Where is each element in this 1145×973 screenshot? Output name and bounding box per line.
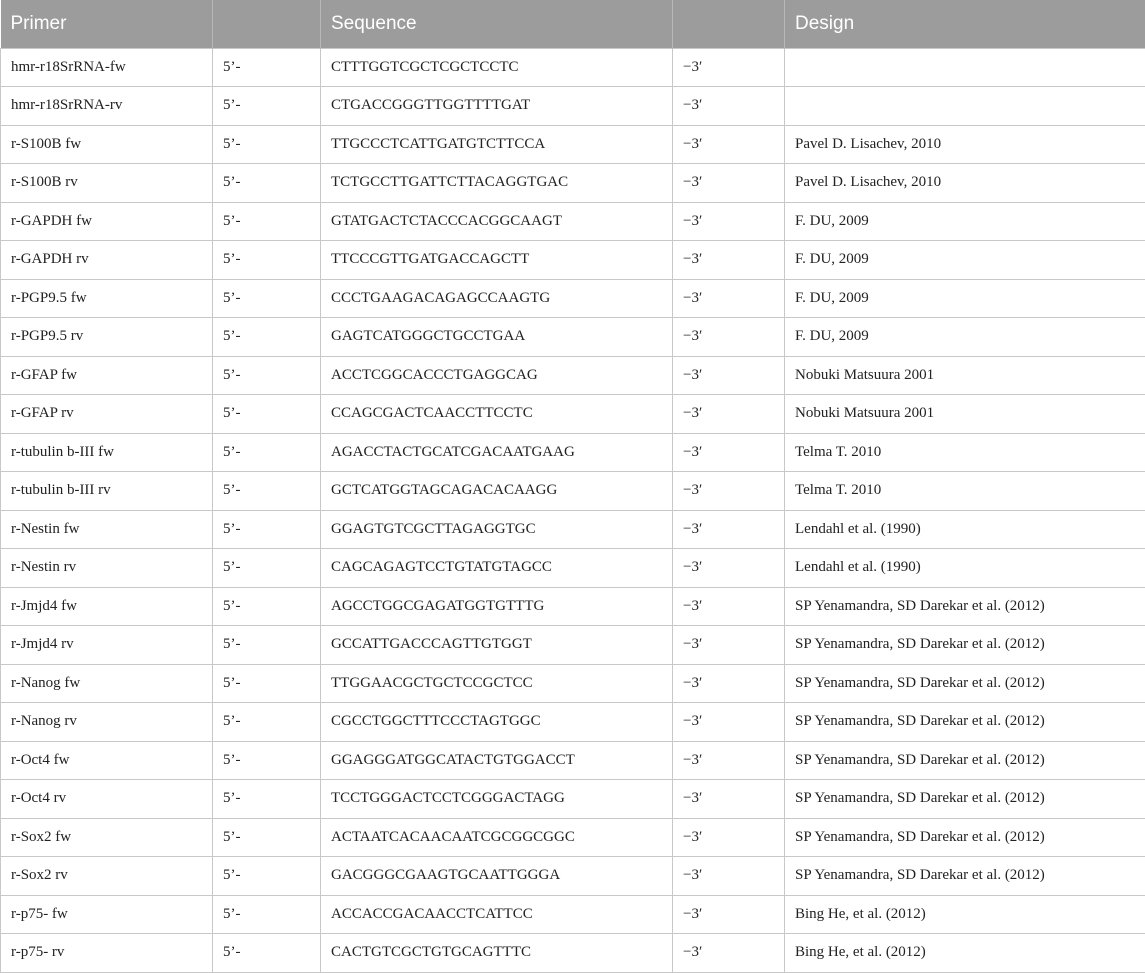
- five-prime-cell: 5’-: [213, 318, 321, 357]
- sequence-cell: GACGGGCGAAGTGCAATTGGGA: [321, 857, 673, 896]
- five-prime-cell: 5’-: [213, 934, 321, 973]
- table-row: [1, 857, 1145, 896]
- design-cell: Lendahl et al. (1990): [785, 549, 1145, 588]
- three-prime-cell: −3′: [673, 626, 785, 665]
- three-prime-cell: −3′: [673, 202, 785, 241]
- sequence-cell: ACCACCGACAACCTCATTCC: [321, 895, 673, 934]
- five-prime-cell: 5’-: [213, 626, 321, 665]
- sequence-cell: CGCCTGGCTTTCCCTAGTGGC: [321, 703, 673, 742]
- design-cell: Pavel D. Lisachev, 2010: [785, 125, 1145, 164]
- three-prime-cell: −3′: [673, 164, 785, 203]
- primer-cell: r-Oct4 rv: [1, 780, 213, 819]
- primer-cell: r-p75- fw: [1, 895, 213, 934]
- three-prime-cell: −3′: [673, 395, 785, 434]
- primer-cell: r-Nanog fw: [1, 664, 213, 703]
- primer-cell: hmr-r18SrRNA-fw: [1, 48, 213, 87]
- five-prime-cell: 5’-: [213, 741, 321, 780]
- table-row: [1, 626, 1145, 665]
- header-primer: Primer: [1, 0, 213, 48]
- five-prime-cell: 5’-: [213, 857, 321, 896]
- design-cell: Pavel D. Lisachev, 2010: [785, 164, 1145, 203]
- primer-cell: r-S100B rv: [1, 164, 213, 203]
- table-body: [1, 48, 1145, 972]
- table-row: [1, 549, 1145, 588]
- three-prime-cell: −3′: [673, 780, 785, 819]
- three-prime-cell: −3′: [673, 472, 785, 511]
- header-design: Design: [785, 0, 1145, 48]
- three-prime-cell: −3′: [673, 818, 785, 857]
- table-row: [1, 279, 1145, 318]
- design-cell: Lendahl et al. (1990): [785, 510, 1145, 549]
- primer-cell: r-PGP9.5 rv: [1, 318, 213, 357]
- primer-cell: r-PGP9.5 fw: [1, 279, 213, 318]
- table-row: [1, 433, 1145, 472]
- primer-cell: r-tubulin b-III rv: [1, 472, 213, 511]
- design-cell: SP Yenamandra, SD Darekar et al. (2012): [785, 741, 1145, 780]
- design-cell: SP Yenamandra, SD Darekar et al. (2012): [785, 703, 1145, 742]
- five-prime-cell: 5’-: [213, 87, 321, 126]
- primer-cell: r-Oct4 fw: [1, 741, 213, 780]
- design-cell: SP Yenamandra, SD Darekar et al. (2012): [785, 626, 1145, 665]
- sequence-cell: GAGTCATGGGCTGCCTGAA: [321, 318, 673, 357]
- design-cell: F. DU, 2009: [785, 202, 1145, 241]
- primer-cell: r-GFAP rv: [1, 395, 213, 434]
- five-prime-cell: 5’-: [213, 279, 321, 318]
- five-prime-cell: 5’-: [213, 164, 321, 203]
- five-prime-cell: 5’-: [213, 395, 321, 434]
- sequence-cell: ACTAATCACAACAATCGCGGCGGC: [321, 818, 673, 857]
- sequence-cell: CAGCAGAGTCCTGTATGTAGCC: [321, 549, 673, 588]
- primer-cell: r-GFAP fw: [1, 356, 213, 395]
- table-row: [1, 587, 1145, 626]
- primer-cell: r-S100B fw: [1, 125, 213, 164]
- header-prime-3: [673, 0, 785, 48]
- table-row: [1, 87, 1145, 126]
- sequence-cell: TCTGCCTTGATTCTTACAGGTGAC: [321, 164, 673, 203]
- table-row: [1, 202, 1145, 241]
- table-row: [1, 703, 1145, 742]
- three-prime-cell: −3′: [673, 510, 785, 549]
- three-prime-cell: −3′: [673, 549, 785, 588]
- five-prime-cell: 5’-: [213, 202, 321, 241]
- sequence-cell: TCCTGGGACTCCTCGGGACTAGG: [321, 780, 673, 819]
- design-cell: Nobuki Matsuura 2001: [785, 395, 1145, 434]
- table-row: [1, 164, 1145, 203]
- sequence-cell: CTGACCGGGTTGGTTTTGAT: [321, 87, 673, 126]
- three-prime-cell: −3′: [673, 241, 785, 280]
- sequence-cell: GCTCATGGTAGCAGACACAAGG: [321, 472, 673, 511]
- header-row: [1, 0, 1145, 48]
- design-cell: Telma T. 2010: [785, 472, 1145, 511]
- design-cell: SP Yenamandra, SD Darekar et al. (2012): [785, 780, 1145, 819]
- table-row: [1, 318, 1145, 357]
- design-cell: Nobuki Matsuura 2001: [785, 356, 1145, 395]
- table-row: [1, 125, 1145, 164]
- three-prime-cell: −3′: [673, 318, 785, 357]
- primer-cell: r-Jmjd4 rv: [1, 626, 213, 665]
- sequence-cell: GCCATTGACCCAGTTGTGGT: [321, 626, 673, 665]
- primer-cell: r-GAPDH fw: [1, 202, 213, 241]
- three-prime-cell: −3′: [673, 895, 785, 934]
- table-row: [1, 741, 1145, 780]
- sequence-cell: AGACCTACTGCATCGACAATGAAG: [321, 433, 673, 472]
- five-prime-cell: 5’-: [213, 549, 321, 588]
- sequence-cell: CCCTGAAGACAGAGCCAAGTG: [321, 279, 673, 318]
- table-row: [1, 934, 1145, 973]
- primer-cell: r-GAPDH rv: [1, 241, 213, 280]
- primer-cell: r-Nestin fw: [1, 510, 213, 549]
- five-prime-cell: 5’-: [213, 125, 321, 164]
- design-cell: Bing He, et al. (2012): [785, 934, 1145, 973]
- three-prime-cell: −3′: [673, 587, 785, 626]
- five-prime-cell: 5’-: [213, 510, 321, 549]
- three-prime-cell: −3′: [673, 87, 785, 126]
- primer-cell: hmr-r18SrRNA-rv: [1, 87, 213, 126]
- primer-cell: r-Nanog rv: [1, 703, 213, 742]
- table-row: [1, 395, 1145, 434]
- table-row: [1, 48, 1145, 87]
- sequence-cell: CTTTGGTCGCTCGCTCCTC: [321, 48, 673, 87]
- five-prime-cell: 5’-: [213, 895, 321, 934]
- five-prime-cell: 5’-: [213, 241, 321, 280]
- sequence-cell: ACCTCGGCACCCTGAGGCAG: [321, 356, 673, 395]
- header-prime-5: [213, 0, 321, 48]
- sequence-cell: CCAGCGACTCAACCTTCCTC: [321, 395, 673, 434]
- sequence-cell: CACTGTCGCTGTGCAGTTTC: [321, 934, 673, 973]
- three-prime-cell: −3′: [673, 125, 785, 164]
- table-row: [1, 780, 1145, 819]
- table-row: [1, 818, 1145, 857]
- design-cell: SP Yenamandra, SD Darekar et al. (2012): [785, 818, 1145, 857]
- five-prime-cell: 5’-: [213, 587, 321, 626]
- table-row: [1, 472, 1145, 511]
- primer-cell: r-tubulin b-III fw: [1, 433, 213, 472]
- sequence-cell: AGCCTGGCGAGATGGTGTTTG: [321, 587, 673, 626]
- primer-cell: r-p75- rv: [1, 934, 213, 973]
- three-prime-cell: −3′: [673, 703, 785, 742]
- table-row: [1, 356, 1145, 395]
- table-header: [1, 0, 1145, 48]
- three-prime-cell: −3′: [673, 356, 785, 395]
- five-prime-cell: 5’-: [213, 780, 321, 819]
- design-cell: [785, 48, 1145, 87]
- design-cell: F. DU, 2009: [785, 279, 1145, 318]
- five-prime-cell: 5’-: [213, 433, 321, 472]
- five-prime-cell: 5’-: [213, 356, 321, 395]
- sequence-cell: TTCCCGTTGATGACCAGCTT: [321, 241, 673, 280]
- table-row: [1, 895, 1145, 934]
- sequence-cell: TTGGAACGCTGCTCCGCTCC: [321, 664, 673, 703]
- primer-cell: r-Sox2 fw: [1, 818, 213, 857]
- sequence-cell: GGAGGGATGGCATACTGTGGACCT: [321, 741, 673, 780]
- design-cell: Bing He, et al. (2012): [785, 895, 1145, 934]
- header-sequence: Sequence: [321, 0, 673, 48]
- three-prime-cell: −3′: [673, 934, 785, 973]
- three-prime-cell: −3′: [673, 48, 785, 87]
- five-prime-cell: 5’-: [213, 664, 321, 703]
- design-cell: [785, 87, 1145, 126]
- five-prime-cell: 5’-: [213, 818, 321, 857]
- sequence-cell: TTGCCCTCATTGATGTCTTCCA: [321, 125, 673, 164]
- sequence-cell: GTATGACTCTACCCACGGCAAGT: [321, 202, 673, 241]
- sequence-cell: GGAGTGTCGCTTAGAGGTGC: [321, 510, 673, 549]
- table-row: [1, 664, 1145, 703]
- table-row: [1, 510, 1145, 549]
- design-cell: F. DU, 2009: [785, 318, 1145, 357]
- five-prime-cell: 5’-: [213, 472, 321, 511]
- five-prime-cell: 5’-: [213, 48, 321, 87]
- design-cell: SP Yenamandra, SD Darekar et al. (2012): [785, 587, 1145, 626]
- design-cell: Telma T. 2010: [785, 433, 1145, 472]
- design-cell: F. DU, 2009: [785, 241, 1145, 280]
- three-prime-cell: −3′: [673, 741, 785, 780]
- three-prime-cell: −3′: [673, 664, 785, 703]
- primer-cell: r-Jmjd4 fw: [1, 587, 213, 626]
- primer-cell: r-Nestin rv: [1, 549, 213, 588]
- design-cell: SP Yenamandra, SD Darekar et al. (2012): [785, 664, 1145, 703]
- table-row: [1, 241, 1145, 280]
- five-prime-cell: 5’-: [213, 703, 321, 742]
- three-prime-cell: −3′: [673, 279, 785, 318]
- three-prime-cell: −3′: [673, 857, 785, 896]
- primer-cell: r-Sox2 rv: [1, 857, 213, 896]
- three-prime-cell: −3′: [673, 433, 785, 472]
- design-cell: SP Yenamandra, SD Darekar et al. (2012): [785, 857, 1145, 896]
